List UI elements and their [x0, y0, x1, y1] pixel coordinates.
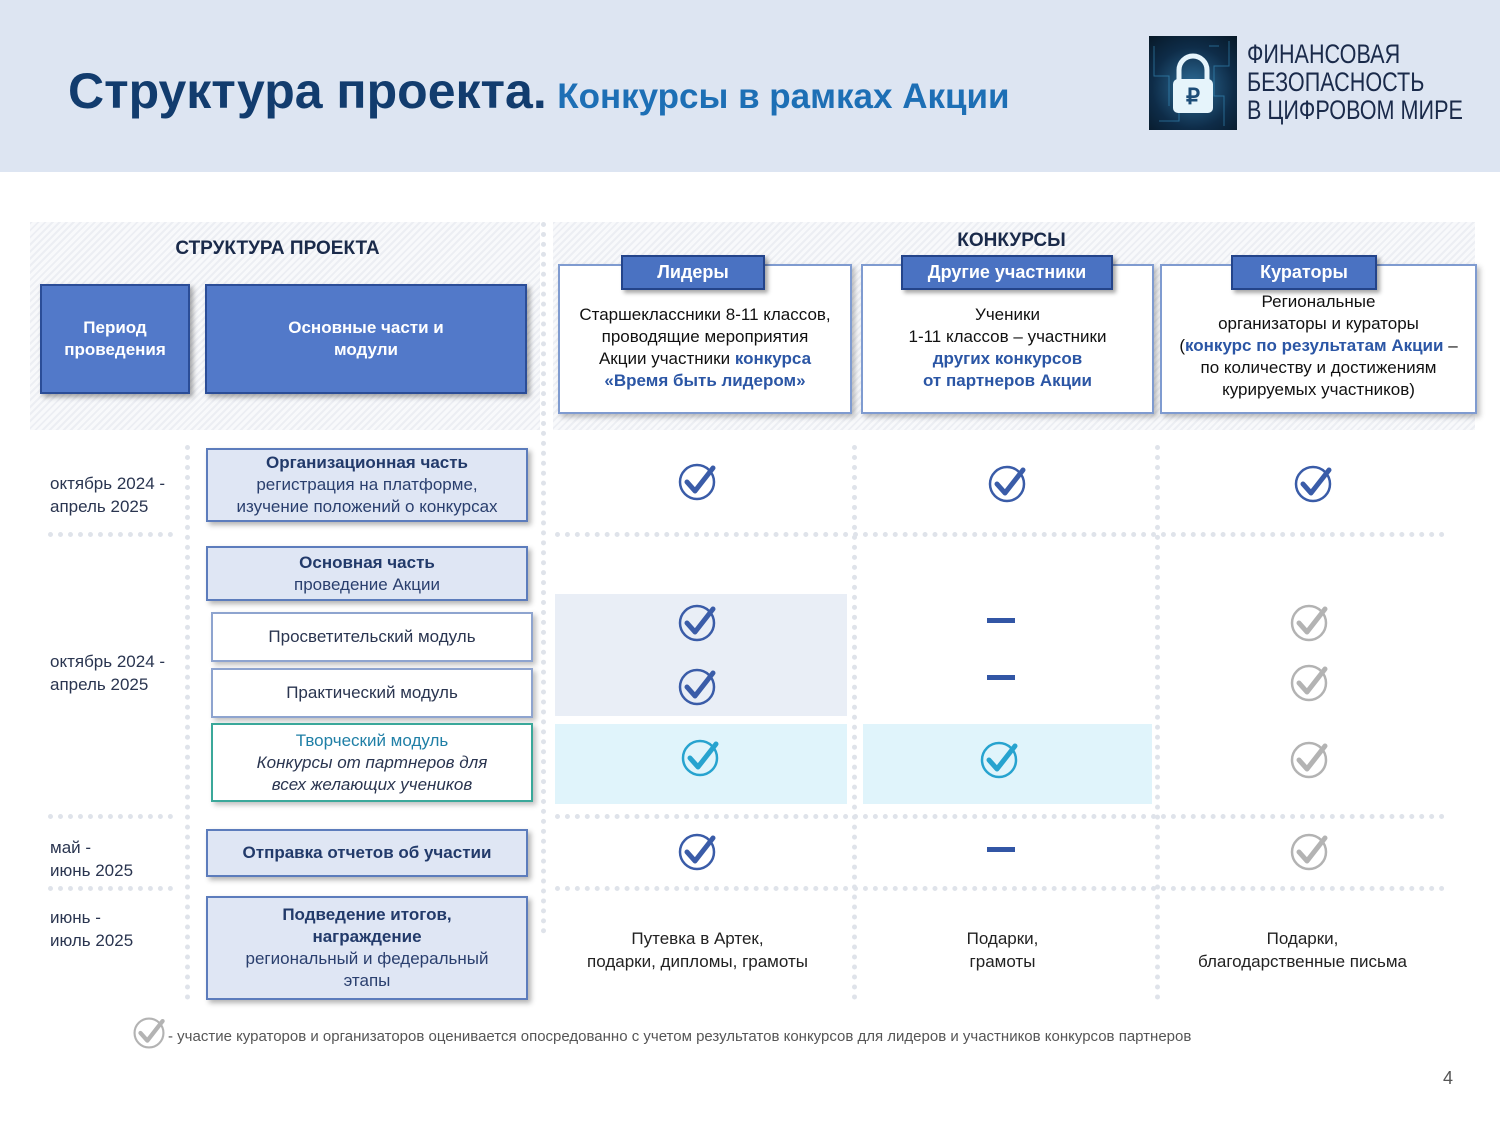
check-blue-icon — [677, 667, 717, 707]
others-text-2: 1-11 классов – участники — [908, 327, 1107, 346]
period-org-2: апрель 2025 — [50, 497, 149, 516]
title-main: Структура проекта. — [68, 63, 547, 119]
check-gray-icon — [1289, 832, 1329, 872]
curators-highlight: конкурс по результатам Акции — [1185, 336, 1444, 355]
leaders-highlight-1: конкурса — [734, 349, 812, 368]
curators-text-3: ( — [1179, 336, 1185, 355]
check-blue-icon — [677, 832, 717, 872]
reward-others — [860, 927, 1145, 973]
results-desc-2: этапы — [343, 971, 391, 990]
footnote: - участие кураторов и организаторов оценивается опосредованно с учетом результатов конкурсов для лидеров и участников конкурсов партнеров — [168, 1028, 1192, 1045]
dash-icon — [987, 847, 1015, 852]
check-gray-icon — [1289, 663, 1329, 703]
check-blue-icon — [1293, 464, 1333, 504]
reward-leaders — [555, 927, 840, 973]
leaders-text-1: Старшеклассники 8-11 классов, — [579, 305, 831, 324]
divider-row — [48, 814, 173, 819]
contests-heading: КОНКУРСЫ — [957, 230, 1066, 251]
svg-text:₽: ₽ — [1186, 84, 1200, 109]
tab-curators: Кураторы — [1231, 255, 1377, 290]
leaders-highlight-2: «Время быть лидером» — [604, 371, 806, 390]
check-gray-icon — [132, 1016, 166, 1050]
leaders-text-2: проводящие мероприятия — [601, 327, 809, 346]
creative-title: Творческий модуль — [295, 730, 449, 750]
check-cyan-icon — [979, 740, 1019, 780]
period-main — [50, 650, 165, 696]
reward-others-1: Подарки, — [966, 929, 1039, 948]
others-highlight-2: от партнеров Акции — [922, 371, 1092, 390]
results-box — [206, 896, 528, 1000]
page-number: 4 — [1443, 1068, 1454, 1088]
period-reports — [50, 836, 133, 882]
org-title: Организационная часть — [265, 453, 469, 472]
period-org — [50, 472, 165, 518]
logo-text — [1247, 40, 1463, 124]
dash-icon — [987, 618, 1015, 623]
check-gray-icon — [1289, 603, 1329, 643]
module-practical: Практический модуль — [211, 668, 533, 718]
creative-desc-2: всех желающих учеников — [271, 774, 473, 794]
check-blue-icon — [987, 464, 1027, 504]
period-results-1: июнь - — [50, 908, 101, 927]
others-highlight-1: других конкурсов — [932, 349, 1083, 368]
results-title-2: награждение — [312, 927, 422, 946]
reward-curators-2: благодарственные письма — [1197, 952, 1408, 971]
creative-desc-1: Конкурсы от партнеров для — [256, 752, 488, 772]
reward-leaders-2: подарки, дипломы, грамоты — [587, 952, 808, 971]
divider-row — [48, 532, 173, 537]
divider-main — [541, 222, 546, 934]
logo-line-1: ФИНАНСОВАЯ — [1247, 39, 1401, 69]
others-text-1: Ученики — [975, 305, 1040, 324]
check-gray-icon — [1289, 740, 1329, 780]
main-title: Основная часть — [299, 552, 435, 572]
divider-row — [555, 886, 1445, 891]
reward-curators — [1160, 927, 1445, 973]
main-part-box — [206, 546, 528, 601]
main-desc: проведение Акции — [294, 574, 440, 594]
reward-leaders-1: Путевка в Артек, — [631, 929, 764, 948]
curators-text-1: Региональные — [1261, 292, 1376, 311]
curators-text-2: организаторы и кураторы — [1218, 314, 1419, 333]
logo-line-3: В ЦИФРОВОМ МИРЕ — [1247, 95, 1463, 125]
curators-text-6: курируемых участников) — [1222, 380, 1415, 399]
period-results-2: июль 2025 — [50, 931, 134, 950]
reports-title: Отправка отчетов об участии — [242, 843, 492, 862]
org-desc-2: изучение положений о конкурсах — [236, 497, 498, 516]
divider-row — [555, 532, 1445, 537]
curators-text-4: – — [1443, 336, 1458, 355]
check-blue-icon — [677, 603, 717, 643]
module-educational: Просветительский модуль — [211, 612, 533, 662]
period-results — [50, 906, 133, 952]
curators-text-5: по количеству и достижениям — [1200, 358, 1437, 377]
divider-row — [555, 814, 1445, 819]
org-part-box — [206, 448, 528, 522]
reward-curators-1: Подарки, — [1266, 929, 1339, 948]
page-title — [68, 62, 1010, 120]
parts-column-header: Основные части и модули — [205, 284, 527, 394]
tab-leaders: Лидеры — [621, 255, 765, 290]
divider-row — [48, 886, 173, 891]
check-blue-icon — [677, 462, 717, 502]
period-column-header: Период проведения — [40, 284, 190, 394]
tab-other-participants: Другие участники — [901, 255, 1113, 290]
org-desc-1: регистрация на платформе, — [256, 475, 478, 494]
period-reports-1: май - — [50, 838, 92, 857]
title-sub: Конкурсы в рамках Акции — [557, 77, 1010, 116]
period-org-1: октябрь 2024 - — [50, 474, 166, 493]
module-creative — [211, 723, 533, 802]
reward-others-2: грамоты — [969, 952, 1036, 971]
reports-box — [206, 829, 528, 877]
structure-heading: СТРУКТУРА ПРОЕКТА — [175, 238, 380, 259]
period-main-1: октябрь 2024 - — [50, 652, 166, 671]
logo-line-2: БЕЗОПАСНОСТЬ — [1247, 67, 1425, 97]
logo-lock-icon — [1149, 36, 1237, 130]
divider-col1 — [852, 445, 857, 1000]
dash-icon — [987, 675, 1015, 680]
leaders-text-3: Акции участники — [598, 349, 735, 368]
period-reports-2: июнь 2025 — [50, 861, 134, 880]
check-cyan-icon — [680, 738, 720, 778]
results-title-1: Подведение итогов, — [282, 905, 452, 924]
divider-col2 — [1155, 445, 1160, 1000]
divider-period — [185, 445, 190, 1000]
results-desc-1: региональный и федеральный — [245, 949, 489, 968]
period-main-2: апрель 2025 — [50, 675, 149, 694]
